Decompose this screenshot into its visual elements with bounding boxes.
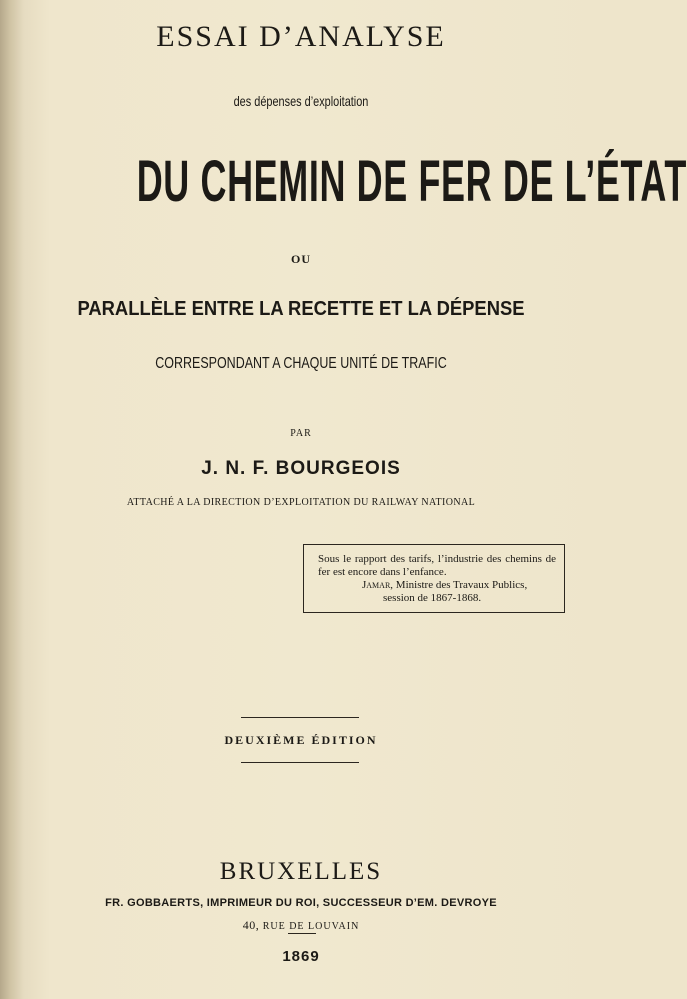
address-street: RUE DE LOUVAIN	[262, 921, 360, 932]
address-number: 40,	[242, 918, 260, 932]
imprint-printer: FR. GOBBAERTS, IMPRIMEUR DU ROI, SUCCESSEUR D’EM. DEVROYE	[105, 897, 497, 909]
imprint-year: 1869	[282, 948, 320, 965]
epigraph-attribution	[318, 579, 556, 592]
subtitle-secondary: CORRESPONDANT A CHAQUE UNITÉ DE TRAFIC	[155, 355, 447, 372]
epigraph-box	[303, 544, 565, 613]
epigraph-quote: Sous le rapport des tarifs, l’industrie des chemins de fer est encore dans l’enfance.	[318, 553, 556, 578]
imprint-address	[0, 918, 602, 933]
by-line: PAR	[290, 428, 312, 439]
epigraph-author: Jamar	[362, 579, 391, 591]
subtitle: PARALLÈLE ENTRE LA RECETTE ET LA DÉPENSE	[77, 298, 525, 320]
year-rule	[288, 933, 316, 934]
epigraph-session: session de 1867-1868.	[383, 592, 482, 604]
conjunction-ou: OU	[291, 252, 311, 266]
heading-essai: ESSAI D’ANALYSE	[156, 20, 446, 53]
edition-label: DEUXIÈME ÉDITION	[224, 733, 378, 747]
epigraph-author-title: , Ministre des Travaux Publics,	[390, 579, 528, 591]
author-name: J. N. F. BOURGEOIS	[201, 458, 401, 479]
heading-depenses: des dépenses d’exploitation	[233, 93, 369, 109]
author-role: ATTACHÉ A LA DIRECTION D’EXPLOITATION DU RAILWAY NATIONAL	[126, 497, 476, 508]
imprint-city: BRUXELLES	[219, 858, 383, 885]
edition-rule-bottom	[241, 762, 359, 763]
main-title: DU CHEMIN DE FER DE L’ÉTAT	[136, 149, 687, 214]
edition-rule-top	[241, 717, 359, 718]
